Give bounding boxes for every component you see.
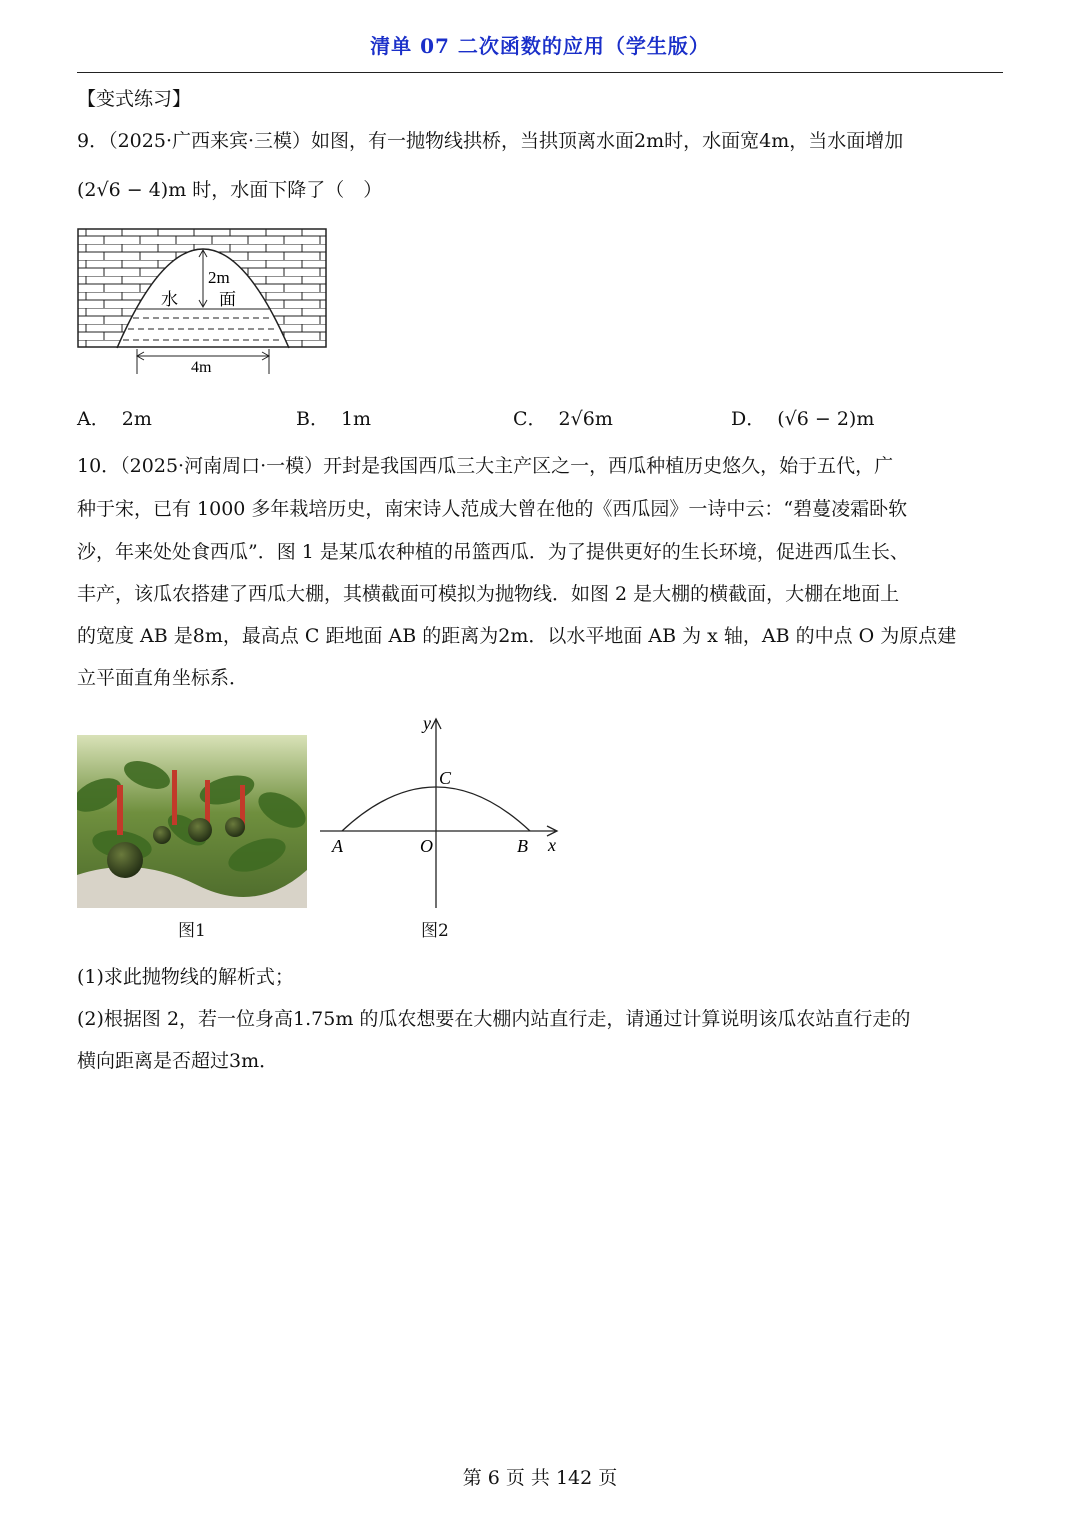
height-label: 2m bbox=[208, 268, 230, 287]
header-divider bbox=[77, 72, 1003, 73]
option-key: D． bbox=[731, 408, 766, 430]
q10-text-line3: 沙，年来处处食西瓜”．图 1 是某瓜农种植的吊篮西瓜．为了提供更好的生长环境，促进西瓜生长、 bbox=[77, 541, 909, 563]
q10-text-line2: 种于宋，已有 1000 多年栽培历史，南宋诗人范成大曾在他的《西瓜园》一诗中云：“碧蔓凌霜卧软 bbox=[77, 498, 908, 520]
point-c-label: C bbox=[439, 768, 452, 788]
watermelon-4 bbox=[153, 826, 171, 844]
q9-option-a bbox=[77, 404, 152, 431]
watermelon-photo bbox=[77, 735, 307, 908]
q10-text-line6: 立平面直角坐标系． bbox=[77, 667, 249, 689]
q10-text-line5: 的宽度 AB 是8m，最高点 C 距地面 AB 的距离为2m．以水平地面 AB 为 x 轴，AB 的中点 O 为原点建 bbox=[77, 625, 957, 647]
y-axis-label: y bbox=[423, 713, 431, 733]
option-key: C． bbox=[513, 408, 547, 430]
origin-label: O bbox=[420, 836, 433, 856]
option-text: 1m bbox=[340, 408, 372, 430]
q10-part1: (1)求此抛物线的解析式； bbox=[77, 966, 294, 988]
q10-part2-line1: (2)根据图 2，若一位身高1.75m 的瓜农想要在大棚内站直行走，请通过计算说明该瓜农站直行走的 bbox=[77, 1008, 911, 1030]
watermelon-2 bbox=[188, 818, 212, 842]
width-label: 4m bbox=[191, 359, 212, 376]
q9-option-d bbox=[731, 404, 874, 431]
q9-expression: (2√6 − 4) bbox=[77, 179, 169, 201]
q9-option-c bbox=[513, 404, 613, 431]
q9-option-b bbox=[296, 404, 371, 431]
page-number-footer: 第 6 页 共 142 页 bbox=[462, 1467, 618, 1489]
water-label-left: 水 bbox=[161, 290, 178, 309]
option-key: A． bbox=[77, 408, 110, 430]
q9-bridge-figure bbox=[77, 228, 329, 376]
figure2-coordinate-diagram bbox=[315, 713, 565, 918]
point-a-label: A bbox=[332, 836, 343, 856]
page-header-title: 清单 07 二次函数的应用（学生版） bbox=[370, 34, 710, 58]
option-text: 2√6m bbox=[558, 408, 613, 430]
q10-text-line1: 10．（2025·河南周口·一模）开封是我国西瓜三大主产区之一，西瓜种植历史悠久，始于五代，广 bbox=[77, 455, 894, 477]
x-axis-label: x bbox=[548, 835, 556, 855]
section-label: 【变式练习】 bbox=[77, 88, 192, 110]
figure1-caption: 图1 bbox=[178, 921, 206, 941]
q9-text-tail: m 时，水面下降了（ ） bbox=[168, 179, 383, 201]
water-label-right: 面 bbox=[219, 290, 236, 309]
option-text: (√6 − 2)m bbox=[777, 408, 875, 430]
option-text: 2m bbox=[121, 408, 152, 430]
point-b-label: B bbox=[517, 836, 528, 856]
watermelon-1 bbox=[107, 842, 143, 878]
watermelon-3 bbox=[225, 817, 245, 837]
q9-text-line2 bbox=[77, 175, 382, 205]
figure2-caption: 图2 bbox=[421, 921, 449, 941]
q10-part2-line2: 横向距离是否超过3m． bbox=[77, 1050, 279, 1072]
option-key: B． bbox=[296, 408, 329, 430]
q9-text-line1: 9．（2025·广西来宾·三模）如图，有一抛物线拱桥，当拱顶离水面2m时，水面宽4m，当水面增加 bbox=[77, 130, 904, 152]
q10-text-line4: 丰产，该瓜农搭建了西瓜大棚，其横截面可模拟为抛物线．如图 2 是大棚的横截面，大棚在地面上 bbox=[77, 583, 900, 605]
